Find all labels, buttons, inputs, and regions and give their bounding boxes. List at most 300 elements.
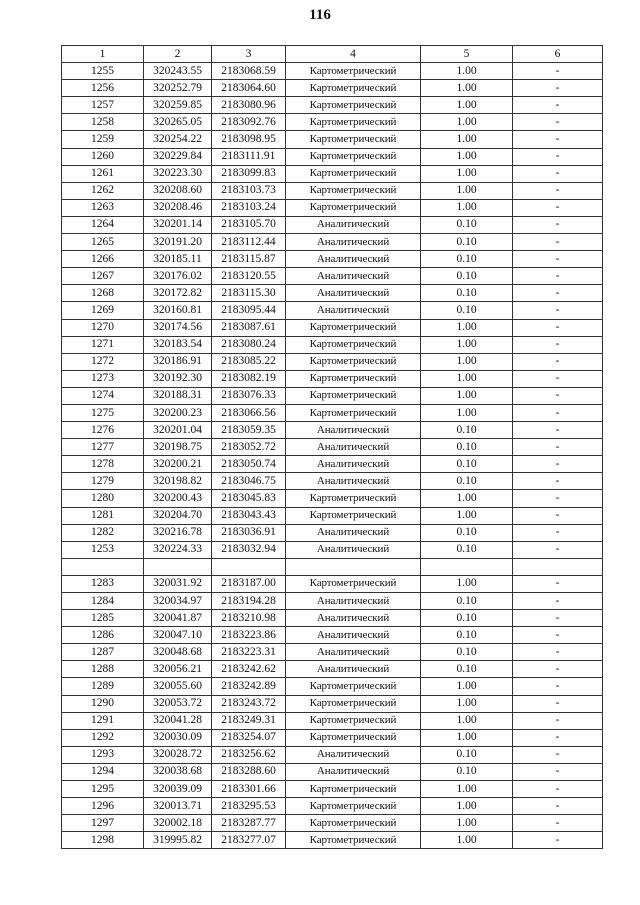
column-header-x: 2 (144, 46, 212, 63)
point-number-cell (62, 558, 144, 575)
description-cell (513, 558, 603, 575)
point-number-cell: 1278 (62, 456, 144, 473)
table-row (62, 216, 603, 233)
description-cell: - (513, 712, 603, 729)
point-number-cell: 1270 (62, 319, 144, 336)
x-coordinate-cell: 320224.33 (144, 541, 212, 558)
description-cell: - (513, 575, 603, 592)
table-body (62, 63, 603, 849)
table-row (62, 661, 603, 678)
method-cell: Аналитический (286, 234, 421, 251)
x-coordinate-cell: 320208.60 (144, 182, 212, 199)
table-row (62, 610, 603, 627)
accuracy-cell: 1.00 (421, 148, 513, 165)
table-row (62, 131, 603, 148)
accuracy-cell: 0.10 (421, 593, 513, 610)
y-coordinate-cell: 2183249.31 (212, 712, 286, 729)
x-coordinate-cell: 320216.78 (144, 524, 212, 541)
x-coordinate-cell: 319995.82 (144, 832, 212, 849)
table-row (62, 302, 603, 319)
x-coordinate-cell: 320265.05 (144, 114, 212, 131)
point-number-cell: 1290 (62, 695, 144, 712)
table-row (62, 729, 603, 746)
point-number-cell: 1280 (62, 490, 144, 507)
accuracy-cell: 0.10 (421, 610, 513, 627)
column-header-method: 4 (286, 46, 421, 63)
method-cell: Аналитический (286, 302, 421, 319)
table-row (62, 439, 603, 456)
method-cell: Аналитический (286, 422, 421, 439)
description-cell: - (513, 456, 603, 473)
description-cell: - (513, 781, 603, 798)
accuracy-cell: 0.10 (421, 439, 513, 456)
description-cell: - (513, 80, 603, 97)
table-row (62, 182, 603, 199)
description-cell: - (513, 387, 603, 404)
x-coordinate-cell: 320259.85 (144, 97, 212, 114)
x-coordinate-cell: 320174.56 (144, 319, 212, 336)
method-cell (286, 558, 421, 575)
accuracy-cell: 1.00 (421, 729, 513, 746)
table-row (62, 353, 603, 370)
description-cell: - (513, 507, 603, 524)
y-coordinate-cell: 2183082.19 (212, 370, 286, 387)
point-number-cell: 1273 (62, 370, 144, 387)
accuracy-cell: 0.10 (421, 285, 513, 302)
y-coordinate-cell: 2183187.00 (212, 575, 286, 592)
x-coordinate-cell: 320030.09 (144, 729, 212, 746)
accuracy-cell: 0.10 (421, 234, 513, 251)
accuracy-cell: 0.10 (421, 268, 513, 285)
description-cell: - (513, 165, 603, 182)
description-cell: - (513, 404, 603, 421)
x-coordinate-cell: 320185.11 (144, 251, 212, 268)
description-cell: - (513, 473, 603, 490)
x-coordinate-cell: 320200.43 (144, 490, 212, 507)
description-cell: - (513, 268, 603, 285)
y-coordinate-cell: 2183043.43 (212, 507, 286, 524)
y-coordinate-cell: 2183103.24 (212, 199, 286, 216)
point-number-cell: 1288 (62, 661, 144, 678)
description-cell: - (513, 798, 603, 815)
point-number-cell: 1269 (62, 302, 144, 319)
table-row (62, 336, 603, 353)
y-coordinate-cell: 2183087.61 (212, 319, 286, 336)
point-number-cell: 1258 (62, 114, 144, 131)
table-row (62, 97, 603, 114)
table-row (62, 781, 603, 798)
description-cell: - (513, 182, 603, 199)
x-coordinate-cell: 320191.20 (144, 234, 212, 251)
x-coordinate-cell: 320055.60 (144, 678, 212, 695)
accuracy-cell: 0.10 (421, 627, 513, 644)
x-coordinate-cell: 320013.71 (144, 798, 212, 815)
method-cell: Картометрический (286, 370, 421, 387)
point-number-cell: 1260 (62, 148, 144, 165)
method-cell: Аналитический (286, 439, 421, 456)
accuracy-cell: 1.00 (421, 199, 513, 216)
y-coordinate-cell: 2183301.66 (212, 781, 286, 798)
table-row (62, 798, 603, 815)
description-cell: - (513, 815, 603, 832)
y-coordinate-cell: 2183064.60 (212, 80, 286, 97)
point-number-cell: 1255 (62, 63, 144, 80)
table-row (62, 268, 603, 285)
y-coordinate-cell: 2183105.70 (212, 216, 286, 233)
accuracy-cell: 0.10 (421, 422, 513, 439)
y-coordinate-cell: 2183098.95 (212, 131, 286, 148)
description-cell: - (513, 114, 603, 131)
method-cell: Аналитический (286, 251, 421, 268)
x-coordinate-cell: 320208.46 (144, 199, 212, 216)
method-cell: Картометрический (286, 387, 421, 404)
column-header-y: 3 (212, 46, 286, 63)
accuracy-cell: 0.10 (421, 661, 513, 678)
y-coordinate-cell: 2183080.96 (212, 97, 286, 114)
y-coordinate-cell: 2183288.60 (212, 763, 286, 780)
accuracy-cell (421, 558, 513, 575)
description-cell: - (513, 336, 603, 353)
y-coordinate-cell: 2183052.72 (212, 439, 286, 456)
accuracy-cell: 1.00 (421, 353, 513, 370)
table-row (62, 422, 603, 439)
y-coordinate-cell (212, 558, 286, 575)
x-coordinate-cell: 320028.72 (144, 746, 212, 763)
point-number-cell: 1298 (62, 832, 144, 849)
y-coordinate-cell: 2183277.07 (212, 832, 286, 849)
accuracy-cell: 1.00 (421, 370, 513, 387)
point-number-cell: 1262 (62, 182, 144, 199)
x-coordinate-cell: 320041.28 (144, 712, 212, 729)
x-coordinate-cell: 320039.09 (144, 781, 212, 798)
point-number-cell: 1296 (62, 798, 144, 815)
method-cell: Аналитический (286, 661, 421, 678)
page-number: 116 (309, 7, 331, 23)
method-cell: Картометрический (286, 165, 421, 182)
description-cell: - (513, 439, 603, 456)
x-coordinate-cell: 320229.84 (144, 148, 212, 165)
description-cell: - (513, 319, 603, 336)
table-row (62, 199, 603, 216)
point-number-cell: 1274 (62, 387, 144, 404)
point-number-cell: 1275 (62, 404, 144, 421)
accuracy-cell: 0.10 (421, 251, 513, 268)
y-coordinate-cell: 2183066.56 (212, 404, 286, 421)
point-number-cell: 1264 (62, 216, 144, 233)
accuracy-cell: 0.10 (421, 541, 513, 558)
y-coordinate-cell: 2183223.31 (212, 644, 286, 661)
method-cell: Картометрический (286, 575, 421, 592)
table-row (62, 575, 603, 592)
y-coordinate-cell: 2183068.59 (212, 63, 286, 80)
description-cell: - (513, 524, 603, 541)
point-number-cell: 1281 (62, 507, 144, 524)
method-cell: Картометрический (286, 182, 421, 199)
table-row (62, 695, 603, 712)
x-coordinate-cell: 320002.18 (144, 815, 212, 832)
table-row (62, 473, 603, 490)
table-row (62, 678, 603, 695)
description-cell: - (513, 97, 603, 114)
x-coordinate-cell: 320047.10 (144, 627, 212, 644)
method-cell: Картометрический (286, 815, 421, 832)
accuracy-cell: 1.00 (421, 131, 513, 148)
description-cell: - (513, 131, 603, 148)
point-number-cell: 1292 (62, 729, 144, 746)
method-cell: Картометрический (286, 507, 421, 524)
y-coordinate-cell: 2183036.91 (212, 524, 286, 541)
method-cell: Картометрический (286, 336, 421, 353)
point-number-cell: 1283 (62, 575, 144, 592)
table-row (62, 763, 603, 780)
method-cell: Картометрический (286, 832, 421, 849)
description-cell: - (513, 610, 603, 627)
y-coordinate-cell: 2183115.87 (212, 251, 286, 268)
accuracy-cell: 1.00 (421, 832, 513, 849)
column-header-point-number: 1 (62, 46, 144, 63)
accuracy-cell: 1.00 (421, 319, 513, 336)
description-cell: - (513, 763, 603, 780)
x-coordinate-cell: 320160.81 (144, 302, 212, 319)
x-coordinate-cell: 320223.30 (144, 165, 212, 182)
description-cell: - (513, 627, 603, 644)
accuracy-cell: 0.10 (421, 763, 513, 780)
table-row (62, 114, 603, 131)
table-row (62, 285, 603, 302)
point-number-cell: 1265 (62, 234, 144, 251)
method-cell: Аналитический (286, 627, 421, 644)
accuracy-cell: 1.00 (421, 781, 513, 798)
x-coordinate-cell: 320034.97 (144, 593, 212, 610)
table-row (62, 404, 603, 421)
accuracy-cell: 0.10 (421, 456, 513, 473)
method-cell: Картометрический (286, 199, 421, 216)
y-coordinate-cell: 2183115.30 (212, 285, 286, 302)
description-cell: - (513, 63, 603, 80)
y-coordinate-cell: 2183120.55 (212, 268, 286, 285)
y-coordinate-cell: 2183194.28 (212, 593, 286, 610)
table-row (62, 644, 603, 661)
method-cell: Картометрический (286, 798, 421, 815)
table-header-row (62, 46, 603, 63)
method-cell: Картометрический (286, 353, 421, 370)
point-number-cell: 1253 (62, 541, 144, 558)
description-cell: - (513, 216, 603, 233)
method-cell: Картометрический (286, 131, 421, 148)
accuracy-cell: 0.10 (421, 644, 513, 661)
method-cell: Картометрический (286, 319, 421, 336)
method-cell: Аналитический (286, 610, 421, 627)
y-coordinate-cell: 2183295.53 (212, 798, 286, 815)
description-cell: - (513, 285, 603, 302)
method-cell: Аналитический (286, 285, 421, 302)
column-header-description: 6 (513, 46, 603, 63)
x-coordinate-cell: 320041.87 (144, 610, 212, 627)
y-coordinate-cell: 2183080.24 (212, 336, 286, 353)
accuracy-cell: 1.00 (421, 815, 513, 832)
x-coordinate-cell: 320038.68 (144, 763, 212, 780)
point-number-cell: 1279 (62, 473, 144, 490)
accuracy-cell: 1.00 (421, 490, 513, 507)
x-coordinate-cell: 320200.21 (144, 456, 212, 473)
table-row (62, 832, 603, 849)
y-coordinate-cell: 2183099.83 (212, 165, 286, 182)
x-coordinate-cell: 320192.30 (144, 370, 212, 387)
method-cell: Картометрический (286, 404, 421, 421)
description-cell: - (513, 148, 603, 165)
x-coordinate-cell: 320176.02 (144, 268, 212, 285)
description-cell: - (513, 695, 603, 712)
method-cell: Аналитический (286, 216, 421, 233)
accuracy-cell: 1.00 (421, 575, 513, 592)
y-coordinate-cell: 2183111.91 (212, 148, 286, 165)
accuracy-cell: 0.10 (421, 216, 513, 233)
method-cell: Аналитический (286, 268, 421, 285)
point-number-cell: 1271 (62, 336, 144, 353)
point-number-cell: 1289 (62, 678, 144, 695)
x-coordinate-cell: 320200.23 (144, 404, 212, 421)
point-number-cell: 1297 (62, 815, 144, 832)
description-cell: - (513, 302, 603, 319)
y-coordinate-cell: 2183112.44 (212, 234, 286, 251)
point-number-cell: 1287 (62, 644, 144, 661)
point-number-cell: 1282 (62, 524, 144, 541)
y-coordinate-cell: 2183085.22 (212, 353, 286, 370)
y-coordinate-cell: 2183076.33 (212, 387, 286, 404)
point-number-cell: 1294 (62, 763, 144, 780)
point-number-cell: 1263 (62, 199, 144, 216)
method-cell: Аналитический (286, 593, 421, 610)
x-coordinate-cell: 320254.22 (144, 131, 212, 148)
description-cell: - (513, 490, 603, 507)
accuracy-cell: 1.00 (421, 387, 513, 404)
table-row (62, 370, 603, 387)
y-coordinate-cell: 2183242.89 (212, 678, 286, 695)
description-cell: - (513, 199, 603, 216)
point-number-cell: 1268 (62, 285, 144, 302)
point-number-cell: 1259 (62, 131, 144, 148)
description-cell: - (513, 353, 603, 370)
y-coordinate-cell: 2183046.75 (212, 473, 286, 490)
table-row (62, 593, 603, 610)
method-cell: Аналитический (286, 541, 421, 558)
point-number-cell: 1256 (62, 80, 144, 97)
table-row (62, 746, 603, 763)
y-coordinate-cell: 2183045.83 (212, 490, 286, 507)
table-row (62, 80, 603, 97)
accuracy-cell: 1.00 (421, 63, 513, 80)
y-coordinate-cell: 2183050.74 (212, 456, 286, 473)
x-coordinate-cell: 320201.04 (144, 422, 212, 439)
point-number-cell: 1277 (62, 439, 144, 456)
accuracy-cell: 0.10 (421, 746, 513, 763)
table-row (62, 558, 603, 575)
x-coordinate-cell: 320056.21 (144, 661, 212, 678)
point-number-cell: 1276 (62, 422, 144, 439)
y-coordinate-cell: 2183243.72 (212, 695, 286, 712)
table-row (62, 815, 603, 832)
method-cell: Картометрический (286, 97, 421, 114)
y-coordinate-cell: 2183092.76 (212, 114, 286, 131)
description-cell: - (513, 251, 603, 268)
column-header-accuracy: 5 (421, 46, 513, 63)
coordinates-table (61, 45, 603, 849)
accuracy-cell: 0.10 (421, 524, 513, 541)
description-cell: - (513, 644, 603, 661)
description-cell: - (513, 541, 603, 558)
x-coordinate-cell: 320172.82 (144, 285, 212, 302)
y-coordinate-cell: 2183223.86 (212, 627, 286, 644)
accuracy-cell: 1.00 (421, 336, 513, 353)
accuracy-cell: 1.00 (421, 798, 513, 815)
description-cell: - (513, 746, 603, 763)
table-row (62, 387, 603, 404)
table-row (62, 63, 603, 80)
point-number-cell: 1286 (62, 627, 144, 644)
y-coordinate-cell: 2183103.73 (212, 182, 286, 199)
accuracy-cell: 1.00 (421, 695, 513, 712)
description-cell: - (513, 422, 603, 439)
description-cell: - (513, 678, 603, 695)
method-cell: Картометрический (286, 729, 421, 746)
method-cell: Картометрический (286, 781, 421, 798)
table-row (62, 507, 603, 524)
y-coordinate-cell: 2183032.94 (212, 541, 286, 558)
point-number-cell: 1285 (62, 610, 144, 627)
accuracy-cell: 1.00 (421, 404, 513, 421)
description-cell: - (513, 593, 603, 610)
method-cell: Картометрический (286, 114, 421, 131)
table-row (62, 456, 603, 473)
method-cell: Картометрический (286, 712, 421, 729)
point-number-cell: 1284 (62, 593, 144, 610)
table-row (62, 490, 603, 507)
point-number-cell: 1261 (62, 165, 144, 182)
y-coordinate-cell: 2183059.35 (212, 422, 286, 439)
point-number-cell: 1266 (62, 251, 144, 268)
y-coordinate-cell: 2183242.62 (212, 661, 286, 678)
point-number-cell: 1295 (62, 781, 144, 798)
accuracy-cell: 0.10 (421, 302, 513, 319)
method-cell: Картометрический (286, 80, 421, 97)
x-coordinate-cell: 320201.14 (144, 216, 212, 233)
accuracy-cell: 1.00 (421, 80, 513, 97)
x-coordinate-cell (144, 558, 212, 575)
x-coordinate-cell: 320243.55 (144, 63, 212, 80)
method-cell: Картометрический (286, 678, 421, 695)
method-cell: Аналитический (286, 456, 421, 473)
description-cell: - (513, 234, 603, 251)
x-coordinate-cell: 320186.91 (144, 353, 212, 370)
description-cell: - (513, 832, 603, 849)
point-number-cell: 1293 (62, 746, 144, 763)
method-cell: Картометрический (286, 695, 421, 712)
description-cell: - (513, 661, 603, 678)
method-cell: Картометрический (286, 63, 421, 80)
table-row (62, 165, 603, 182)
method-cell: Картометрический (286, 490, 421, 507)
accuracy-cell: 1.00 (421, 678, 513, 695)
y-coordinate-cell: 2183254.07 (212, 729, 286, 746)
point-number-cell: 1267 (62, 268, 144, 285)
x-coordinate-cell: 320204.70 (144, 507, 212, 524)
accuracy-cell: 1.00 (421, 165, 513, 182)
accuracy-cell: 1.00 (421, 712, 513, 729)
method-cell: Картометрический (286, 148, 421, 165)
y-coordinate-cell: 2183287.77 (212, 815, 286, 832)
x-coordinate-cell: 320183.54 (144, 336, 212, 353)
x-coordinate-cell: 320198.75 (144, 439, 212, 456)
